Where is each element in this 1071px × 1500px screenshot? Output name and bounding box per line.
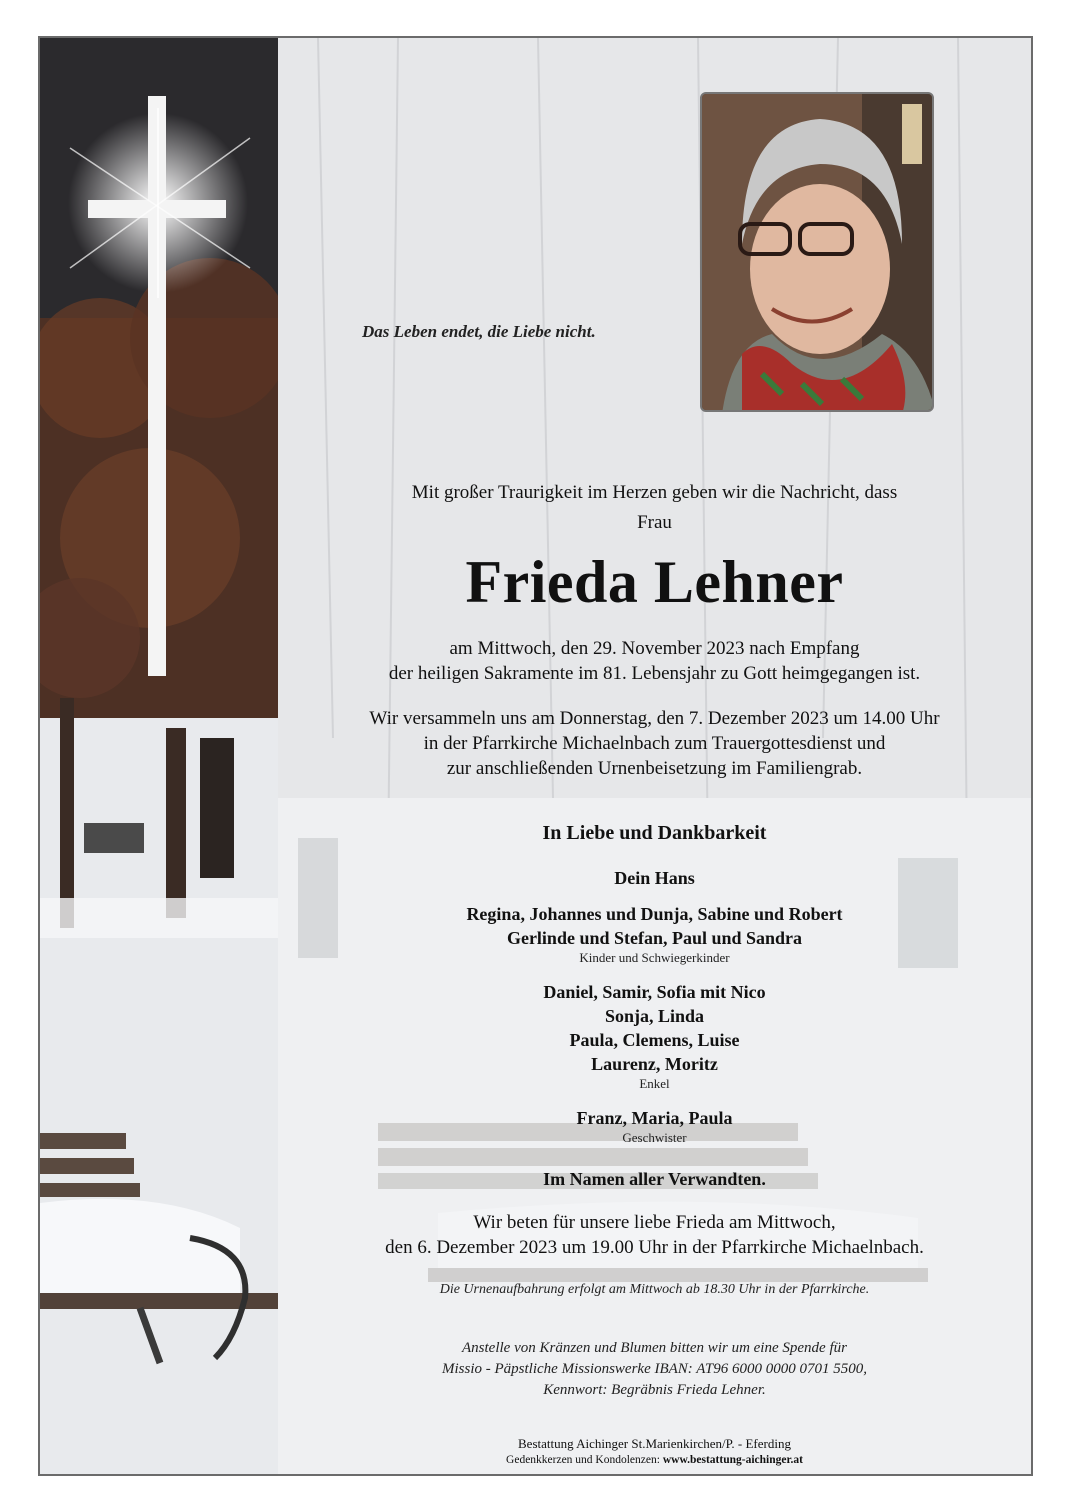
siblings-label: Geschwister: [622, 1130, 687, 1145]
service-line-1: Wir versammeln uns am Donnerstag, den 7. Dezember 2023 um 14.00 Uhr: [369, 708, 940, 729]
relatives-text: Im Namen aller Verwandten.: [543, 1169, 766, 1189]
website-link[interactable]: www.bestattung-aichinger.at: [662, 1454, 803, 1466]
grandchildren-label: Enkel: [639, 1076, 670, 1091]
intro-line-1: Mit großer Traurigkeit im Herzen geben wir die Nachricht, dass: [411, 482, 898, 503]
deceased-name: Frieda Lehner: [465, 549, 844, 615]
condolence-prefix: Gedenkkerzen und Kondolenzen:: [506, 1454, 663, 1466]
siblings-names: Franz, Maria, Paula: [576, 1108, 733, 1128]
family-spouse: [278, 866, 1031, 890]
donation-note: [278, 1338, 1031, 1401]
intro-text: [278, 478, 1031, 538]
donation-line-3: Kennwort: Begräbnis Frieda Lehner.: [543, 1382, 766, 1398]
service-line-2: in der Pfarrkirche Michaelnbach zum Trauergottesdienst und: [423, 733, 886, 754]
death-notice: [278, 636, 1031, 686]
grandchildren-line-2: Sonja, Linda: [604, 1006, 705, 1026]
condolence-line: [278, 1454, 1031, 1466]
urn-note: Die Urnenaufbahrung erfolgt am Mittwoch ab 18.30 Uhr in der Pfarrkirche.: [439, 1282, 870, 1297]
thanks-heading: In Liebe und Dankbarkeit: [542, 822, 767, 844]
children-line-2: Gerlinde und Stefan, Paul und Sandra: [506, 928, 803, 948]
children-line-1: Regina, Johannes und Dunja, Sabine und Robert: [466, 904, 843, 924]
funeral-home: Bestattung Aichinger St.Marienkirchen/P. - Eferding: [518, 1436, 791, 1451]
death-line-1: am Mittwoch, den 29. November 2023 nach Empfang: [449, 638, 860, 659]
portrait-image: [702, 94, 934, 412]
obituary-frame: [38, 36, 1033, 1476]
bench-icon: [40, 1133, 126, 1149]
prayer-line-1: Wir beten für unsere liebe Frieda am Mittwoch,: [473, 1212, 836, 1233]
intro-line-2: Frau: [637, 512, 672, 533]
donation-line-2: Missio - Päpstliche Missionswerke IBAN: AT96 6000 0000 0701 5500,: [442, 1361, 867, 1377]
prayer-notice: [278, 1210, 1031, 1260]
portrait-photo: [700, 92, 934, 412]
grandchildren-line-1: Daniel, Samir, Sofia mit Nico: [543, 982, 766, 1002]
donation-line-1: Anstelle von Kränzen und Blumen bitten wir um eine Spende für: [462, 1340, 847, 1356]
winter-scene-left: [40, 38, 278, 1474]
children-label: Kinder und Schwiegerkinder: [579, 950, 730, 965]
left-photo-panel: [40, 38, 278, 1474]
service-notice: [278, 706, 1031, 781]
grandchildren-line-4: Laurenz, Moritz: [591, 1054, 718, 1074]
family-relatives: [278, 1167, 1031, 1191]
grandchildren-line-3: Paula, Clemens, Luise: [569, 1030, 740, 1050]
prayer-line-2: den 6. Dezember 2023 um 19.00 Uhr in der Pfarrkirche Michaelnbach.: [385, 1237, 924, 1258]
obituary-content: [278, 38, 1031, 1474]
family-grandchildren: [278, 980, 1031, 1092]
spouse-name: Dein Hans: [614, 868, 695, 888]
family-siblings: [278, 1106, 1031, 1146]
family-children: [278, 902, 1031, 966]
death-line-2: der heiligen Sakramente im 81. Lebensjahr zu Gott heimgegangen ist.: [388, 663, 921, 684]
service-line-3: zur anschließenden Urnenbeisetzung im Familiengrab.: [446, 758, 863, 779]
quote-text: Das Leben endet, die Liebe nicht.: [362, 322, 596, 341]
